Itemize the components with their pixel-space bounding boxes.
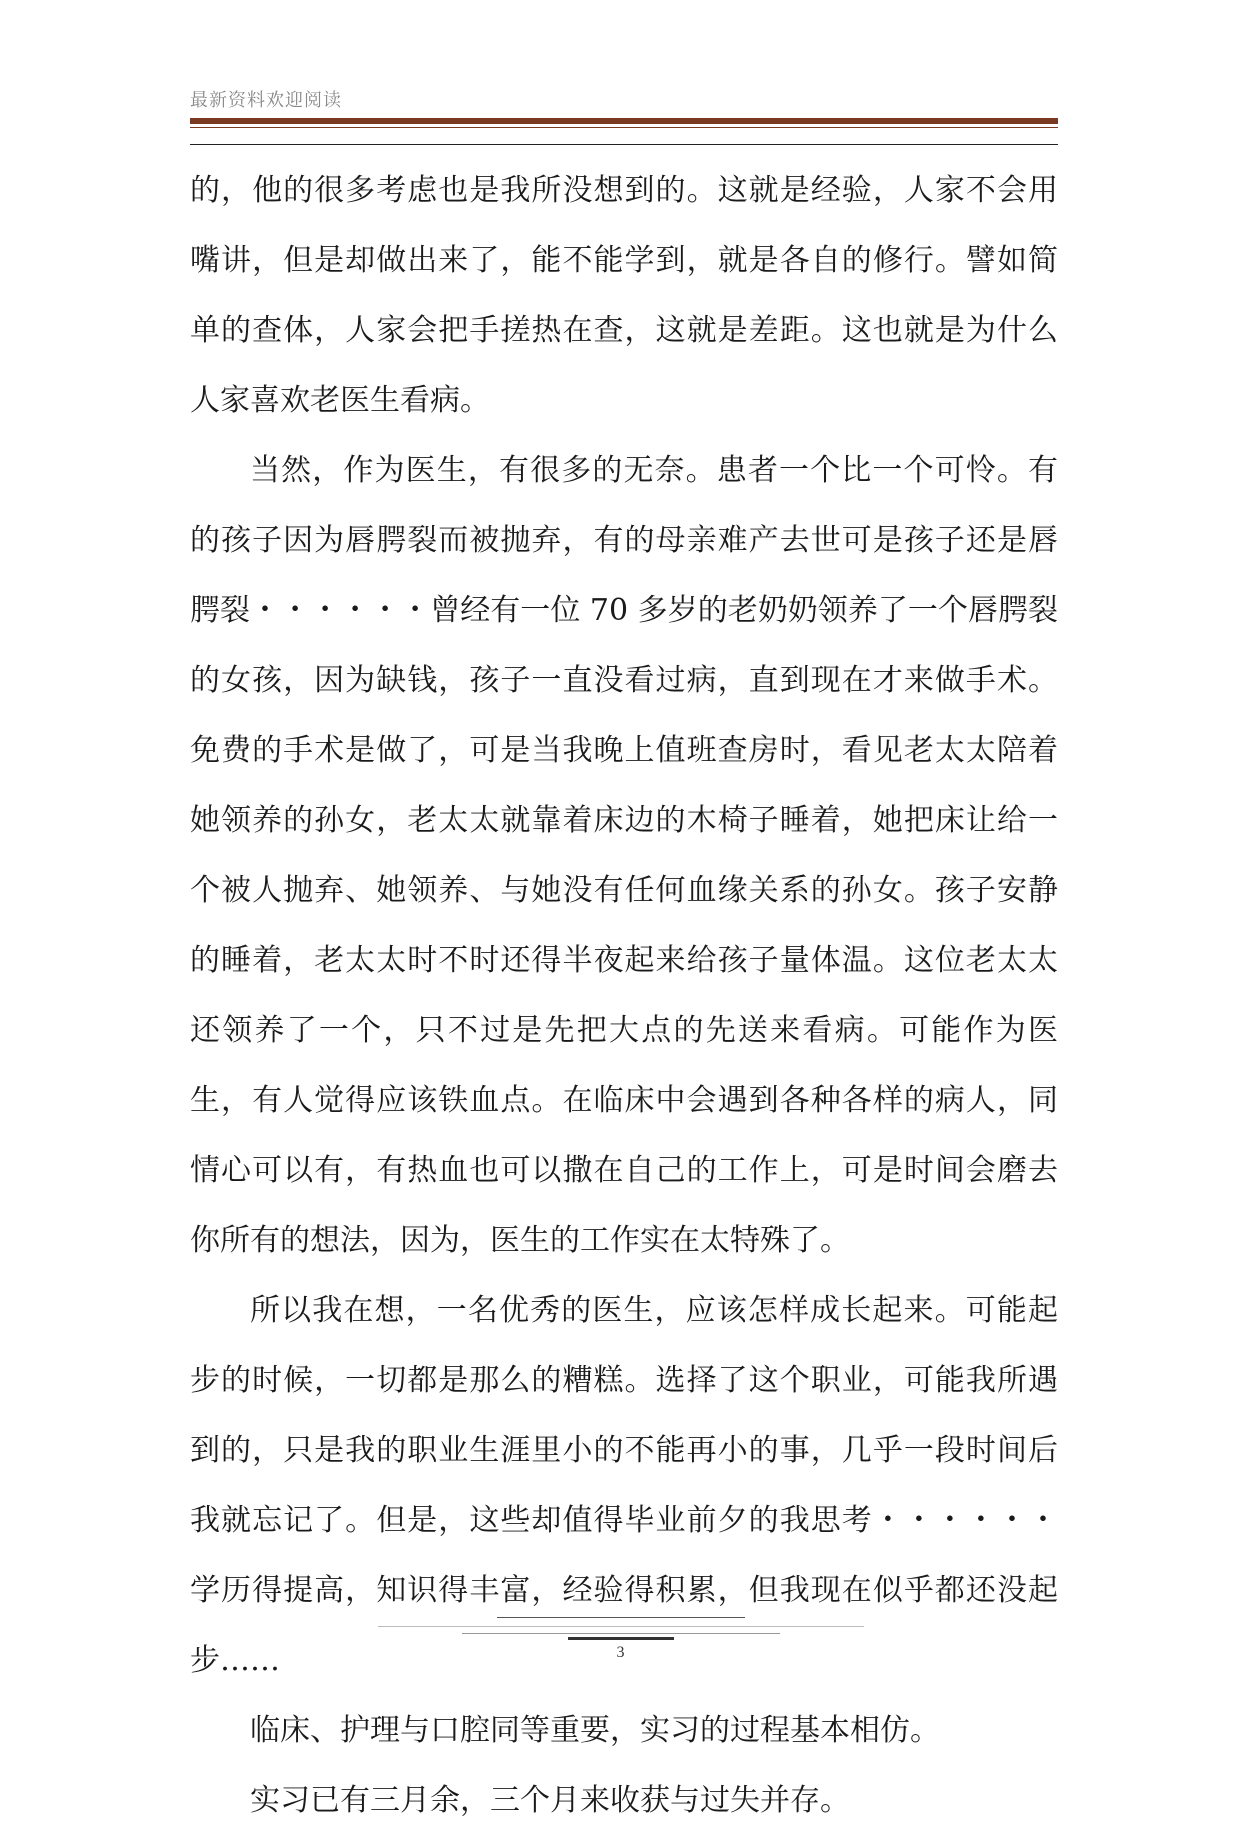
page-number: 3 (616, 1644, 625, 1661)
paragraph: 实习已有三月余，三个月来收获与过失并存。 (250, 1783, 850, 1818)
header-rule-thick (190, 118, 1058, 124)
paragraph-continuation: 的，他的很多考虑也是我所没想到的。这就是经验，人家不会用嘴讲，但是却做出来了，能不能学到，就是各自的修行。譬如简单的查体，人家会把手搓热在查，这就是差距。这也就是为什么人家喜欢老医生看病。 (190, 173, 1058, 418)
footer-mark (568, 1637, 674, 1640)
paragraph: 所以我在想，一名优秀的医生，应该怎样成长起来。可能起步的时候，一切都是那么的糟糕。选择了这个职业，可能我所遇到的，只是我的职业生涯里小的不能再小的事，几乎一段时间后我就忘记了。但是，这些却值得毕业前夕的我思考・・・・・・学历得提高，知识得丰富，经验得积累，但我现在似乎都还没起步…… (190, 1293, 1058, 1678)
paragraph: 当然，作为医生，有很多的无奈。患者一个比一个可怜。有的孩子因为唇腭裂而被抛弃，有的母亲难产去世可是孩子还是唇腭裂・・・・・・曾经有一位 70 多岁的老奶奶领养了一个唇腭裂的女孩，因为缺钱，孩子一直没看过病，直到现在才来做手术。免费的手术是做了，可是当我晚上值班查房时，看见老太太陪着她领养的孙女，老太太就靠着床边的木椅子睡着，她把床让给一个被人抛弃、她领养、与她没有任何血缘关系的孙女。孩子安静的睡着，老太太时不时还得半夜起来给孩子量体温。这位老太太还领养了一个，只不过是先把大点的先送来看病。可能作为医生，有人觉得应该铁血点。在临床中会遇到各种各样的病人，同情心可以有，有热血也可以撒在自己的工作上，可是时间会磨去你所有的想法，因为，医生的工作实在太特殊了。 (190, 453, 1058, 1258)
footer-rule (378, 1626, 864, 1627)
running-header: 最新资料欢迎阅读 (190, 90, 342, 111)
body-text (190, 156, 1058, 1836)
header-rule-bottom (190, 144, 1058, 145)
footer-rule (497, 1617, 745, 1618)
paragraph: 临床、护理与口腔同等重要，实习的过程基本相仿。 (250, 1713, 940, 1748)
header-rule-thin (190, 127, 1058, 128)
footer-rule (462, 1633, 780, 1634)
